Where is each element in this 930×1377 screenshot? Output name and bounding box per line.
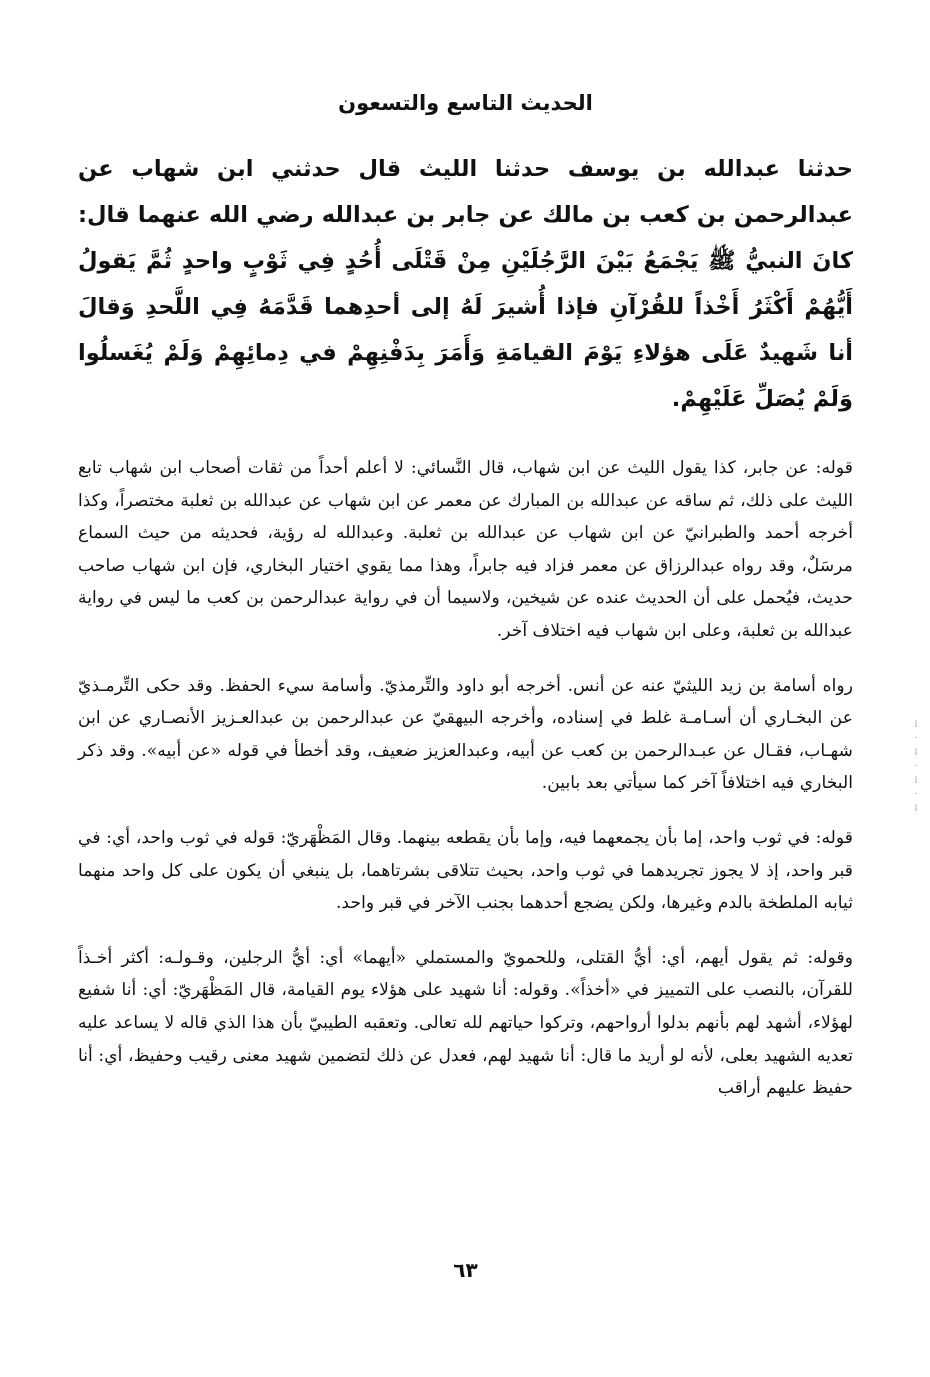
commentary-paragraph-3: قوله: في ثوب واحد، إما بأن يجمعهما فيه، وإما بأن يقطعه بينهما. وقال المَظْهَريّ: قوله في ثوب واحد، أي: في قبر واحد، إذ لا يجوز تجريدهما في ثوب واحد، بحيث تتلاقى بشرتاهما، بل ينبغي أن يكون على كل واحد منهما ثيابه الملطخة بالدم وغيرها، ولكن يضجع أحدهما بجنب الآخر في قبر واحد.	[78, 827, 853, 914]
page-number: ٦٣	[453, 1258, 478, 1282]
hadith-text: حدثنا عبدالله بن يوسف حدثنا الليث قال حدثني ابن شهاب عن عبدالرحمن بن كعب بن مالك عن جابر بن عبدالله رضي الله عنهما قال: كانَ النبيُّ ﷺ يَجْمَعُ بَيْنَ الرَّجُلَيْنِ مِنْ قَتْلَى أُحُدٍ فِي ثَوْبٍ واحدٍ ثُمَّ يَقولُ أَيُّهُمْ أَكْثَرُ أَخْذاً للقُرْآنِ فإذا أُشيرَ لَهُ إلى أحدِهما قَدَّمَهُ فِي اللَّحدِ وَقالَ أنا شَهيدٌ عَلَى هؤلاءِ يَوْمَ القيامَةِ وَأَمَرَ بِدَفْنِهِمْ في دِمائِهِمْ وَلَمْ يُغَسلُوا وَلَمْ يُصَلِّ عَلَيْهِمْ.	[78, 156, 853, 412]
commentary-paragraph-2: رواه أسامة بن زيد الليثيّ عنه عن أنس. أخرجه أبو داود والتِّرمذيّ. وأسامة سيء الحفظ. وقد حكى التِّرمـذيّ عن البخـاري أن أسـامـة غلط في إسناده، وأخرجه البيهقيّ عن عبدالرحمن بن عبدالعـزيز الأنصـاري عن ابن شهـاب، فقـال عن عبـدالرحمن بن كعب عن أبيه، وعبدالعزيز ضعيف، وقد أخطأ في قوله «عن أبيه». وقد ذكر البخاري فيه اختلافاً آخر كما سيأتي بعد بابين.	[78, 675, 853, 794]
scan-edge-marks: ⁞ · ⁞ · ⁞ · ⁞	[914, 719, 918, 814]
commentary-paragraph-4: وقوله: ثم يقول أيهم، أي: أيُّ القتلى، وللحمويّ والمستملي «أيهما» أي: أيُّ الرجلين، وقـولـه: أكثر أخـذاً للقرآن، بالنصب على التمييز في «أخذاً». وقوله: أنا شهيد على هؤلاء يوم القيامة، قال المَظْهَريّ: أي: أنا شفيع لهؤلاء، أشهد لهم بأنهم بدلوا أرواحهم، وتركوا حياتهم لله تعالى. وتعقبه الطيبيّ بأن هذا الذي قاله لا يساعد عليه تعديه الشهيد بعلى، لأنه لو أريد ما قال: أنا شهيد لهم، فعدل عن ذلك لتضمين شهيد معنى رقيب وحفيظ، أي: أنا حفيظ عليهم أراقب	[78, 947, 853, 1099]
commentary-paragraph-1: قوله: عن جابر، كذا يقول الليث عن ابن شهاب، قال النَّسائي: لا أعلم أحداً من ثقات أصحاب ابن شهاب تابع الليث على ذلك، ثم ساقه عن عبدالله بن المبارك عن معمر عن ابن شهاب عن عبدالله بن ثعلبة مختصراً، وكذا أخرجه أحمد والطبرانيّ عن ابن شهاب عن عبدالله بن ثعلبة. وعبدالله له رؤية، فحديثه من حيث السماع مرسَلٌ، وقد رواه عبدالرزاق عن معمر فزاد فيه جابراً، وهذا مما يقوي اختيار البخاري، فإن ابن شهاب صاحب حديث، فيُحمل على أن الحديث عنده عن شيخين، ولاسيما أن في رواية عبدالرحمن بن كعب ما ليس في رواية عبدالله بن ثعلبة، وعلى ابن شهاب فيه اختلاف آخر.	[78, 458, 853, 641]
page-title: الحديث التاسع والتسعون	[338, 91, 593, 115]
book-page	[78, 80, 853, 1370]
